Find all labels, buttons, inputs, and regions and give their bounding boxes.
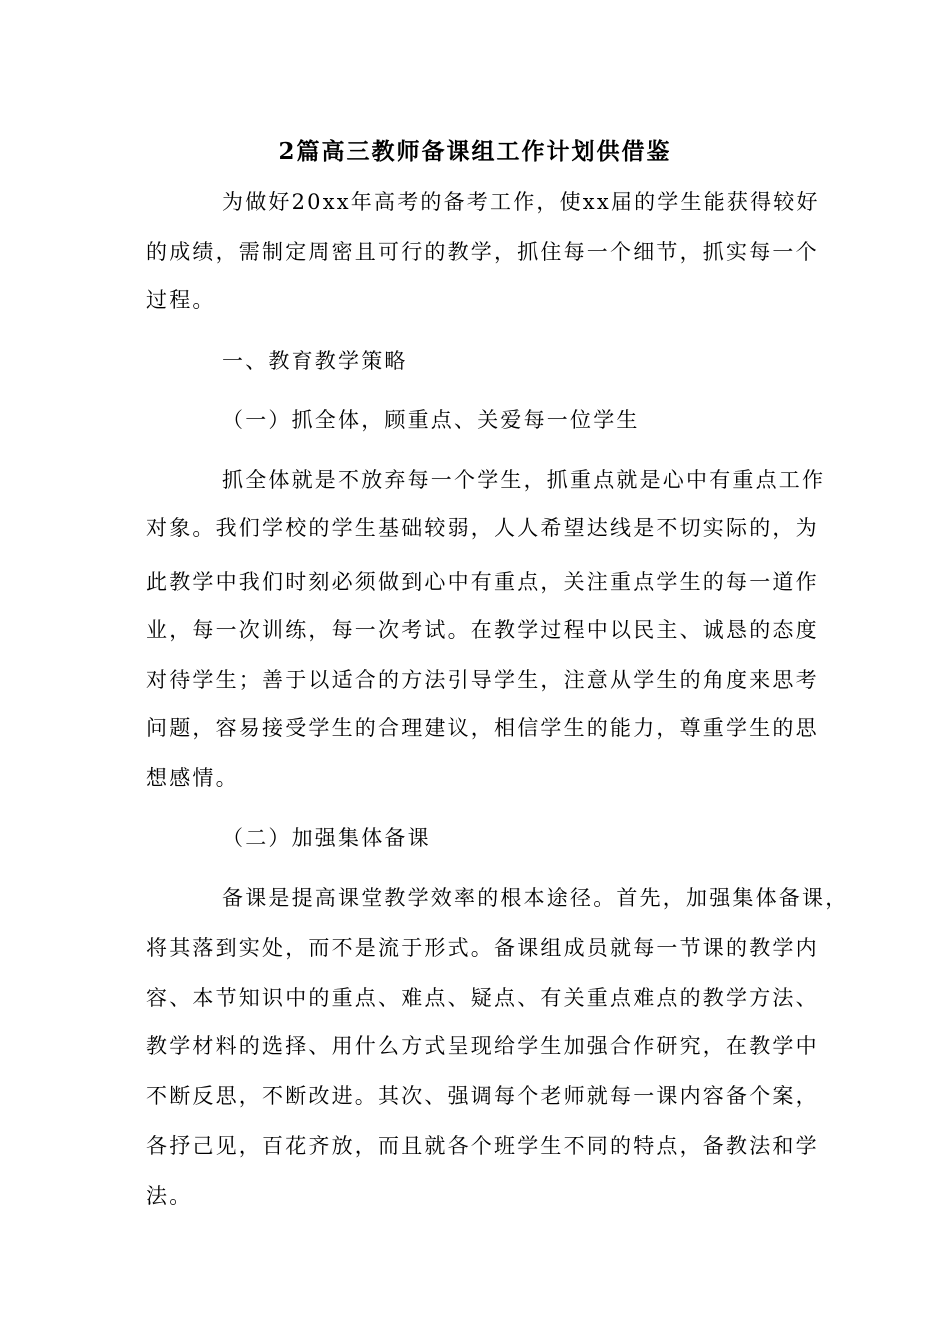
paragraph-line: 各抒己见，百花齐放，而且就各个班学生不同的特点，备教法和学 [146, 1134, 819, 1158]
subsection-heading: （一）抓全体，顾重点、关爱每一位学生 [222, 408, 640, 432]
paragraph-line: 不断反思，不断改进。其次、强调每个老师就每一课内容备个案， [146, 1084, 819, 1108]
paragraph-line: 抓全体就是不放弃每一个学生，抓重点就是心中有重点工作 [222, 468, 826, 492]
paragraph-line: 将其落到实处，而不是流于形式。备课组成员就每一节课的教学内 [146, 936, 819, 960]
paragraph-line: 过程。 [146, 288, 216, 312]
document-title: 2篇高三教师备课组工作计划供借鉴 [278, 138, 672, 165]
paragraph-line: 对待学生；善于以适合的方法引导学生，注意从学生的角度来思考 [146, 668, 819, 692]
paragraph-line: 此教学中我们时刻必须做到心中有重点，关注重点学生的每一道作 [146, 570, 819, 594]
paragraph-line: 的成绩，需制定周密且可行的教学，抓住每一个细节，抓实每一个 [146, 240, 819, 264]
paragraph-line: 容、本节知识中的重点、难点、疑点、有关重点难点的教学方法、 [146, 986, 819, 1010]
paragraph-line: 为做好20xx年高考的备考工作，使xx届的学生能获得较好 [222, 190, 820, 214]
paragraph-line: 教学材料的选择、用什么方式呈现给学生加强合作研究，在教学中 [146, 1034, 819, 1058]
section-heading: 一、教育教学策略 [222, 349, 408, 373]
subsection-heading: （二）加强集体备课 [222, 826, 431, 850]
paragraph-line: 法。 [146, 1184, 193, 1208]
paragraph-line: 问题，容易接受学生的合理建议，相信学生的能力，尊重学生的思 [146, 716, 819, 740]
paragraph-line: 对象。我们学校的学生基础较弱，人人希望达线是不切实际的，为 [146, 516, 819, 540]
paragraph-line: 业，每一次训练，每一次考试。在教学过程中以民主、诚恳的态度 [146, 618, 819, 642]
paragraph-line: 想感情。 [146, 766, 239, 790]
paragraph-line: 备课是提高课堂教学效率的根本途径。首先，加强集体备课， [222, 886, 849, 910]
